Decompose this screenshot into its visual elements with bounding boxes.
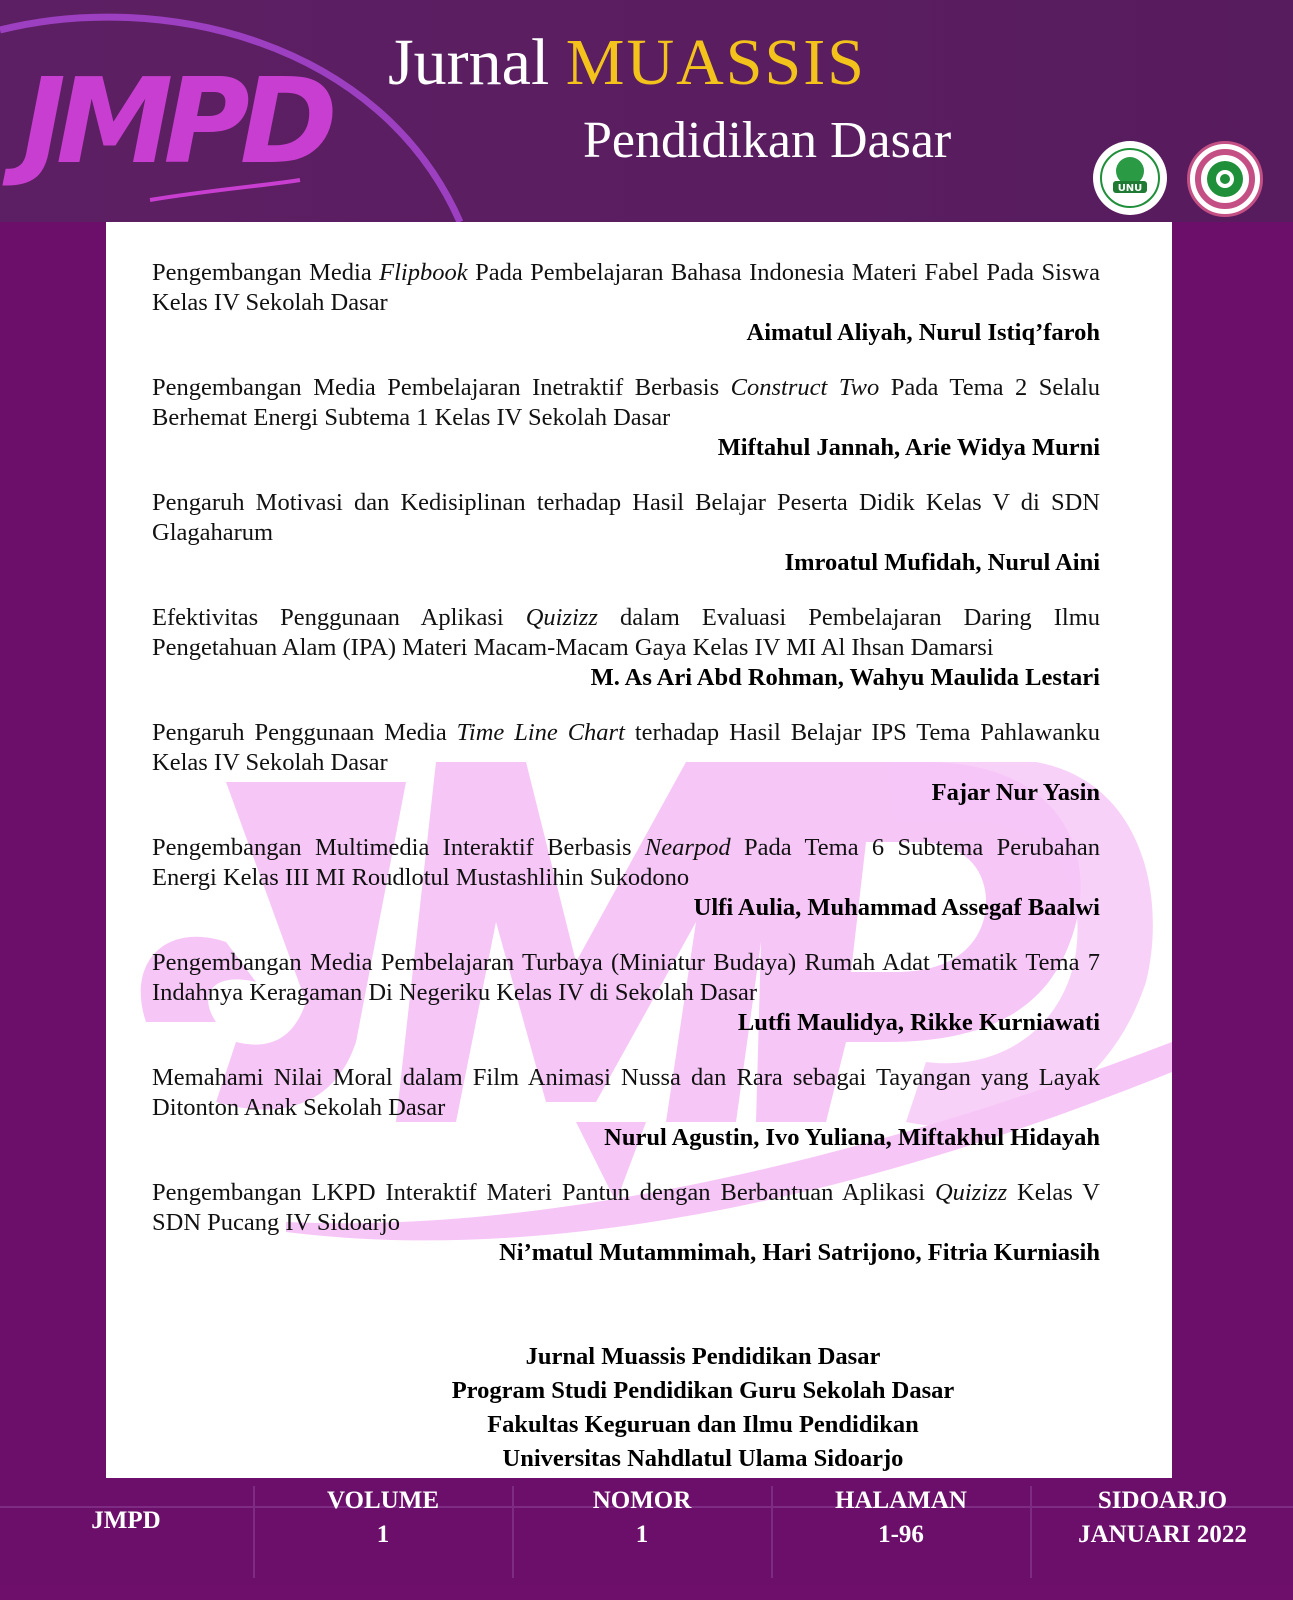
volume-label: VOLUME [327,1487,439,1514]
header-banner [0,0,1293,222]
article-title-text: Pengaruh Penggunaan Media [152,719,457,746]
article-list [152,258,1100,1293]
publisher-line: Universitas Nahdlatul Ulama Sidoarjo [502,1445,904,1472]
article-authors: Ulfi Aulia, Muhammad Assegaf Baalwi [693,894,1100,921]
article-title [152,718,1100,778]
article-authors: Nurul Agustin, Ivo Yuliana, Miftakhul Hidayah [604,1124,1100,1151]
article-authors: Aimatul Aliyah, Nurul Istiq’faroh [746,319,1100,346]
article-title-text: Pada Pembelajaran Bahasa Indonesia Materi Fabel Pada Siswa Kelas IV Sekolah Dasar [152,259,1100,316]
issue-info-bar [0,1478,1293,1585]
article-authors: Lutfi Maulidya, Rikke Kurniawati [737,1009,1100,1036]
article-title-italic: Flipbook [379,259,468,286]
article-title-text: Pada Tema 2 Selalu Berhemat Energi Subtema 1 Kelas IV Sekolah Dasar [152,374,1101,431]
unu-seal-icon [1093,141,1167,215]
article-title-text: Pengembangan Media Pembelajaran Turbaya (Miniatur Budaya) Rumah Adat Tematik Tema 7 Indahnya Keragaman Di Negeriku Kelas IV di Sekolah Dasar [152,949,1100,1006]
journal-title [388,26,866,99]
article-authors: Fajar Nur Yasin [931,779,1100,806]
publisher-line: Jurnal Muassis Pendidikan Dasar [525,1343,881,1370]
article-title-text: Memahami Nilai Moral dalam Film Animasi Nussa dan Rara sebagai Tayangan yang Layak Ditonton Anak Sekolah Dasar [152,1064,1100,1121]
number-cell [514,1484,770,1580]
article-title [152,1063,1100,1123]
number-label: NOMOR [592,1487,692,1514]
article-authors: M. As Ari Abd Rohman, Wahyu Maulida Lestari [590,664,1100,691]
seal-left-text: UNU [1117,183,1143,194]
article-entry [152,833,1100,923]
journal-logo: JMPD [22,52,328,190]
article-title-italic: Time Line Chart [456,719,625,746]
pages-cell [773,1484,1029,1580]
article-title-text: Pengembangan Media Pembelajaran Inetraktif Berbasis [152,374,731,401]
article-title-italic: Quizizz [525,604,598,631]
article-entry [152,1063,1100,1153]
article-title [152,258,1100,318]
pages-label: HALAMAN [835,1487,967,1514]
pgsd-seal-icon [1187,141,1263,217]
article-title-italic: Nearpod [644,834,731,861]
right-frame [1172,222,1293,1478]
article-title [152,488,1100,548]
article-title-text: Pengaruh Motivasi dan Kedisiplinan terhadap Hasil Belajar Peserta Didik Kelas V di SDN Glagaharum [152,489,1100,546]
article-title [152,1178,1100,1238]
title-accent: MUASSIS [565,26,866,99]
left-frame [0,222,106,1478]
article-title-italic: Construct Two [730,374,880,401]
article-authors: Imroatul Mufidah, Nurul Aini [784,549,1100,576]
journal-subtitle: Pendidikan Dasar [583,112,952,169]
article-title [152,948,1100,1008]
journal-abbrev: JMPD [91,1507,161,1534]
article-title-italic: Quizizz [934,1179,1008,1206]
publisher-info [106,1340,1172,1476]
place-date-cell [1032,1484,1293,1580]
article-entry [152,258,1100,348]
article-title-text: Efektivitas Penggunaan Aplikasi [152,604,526,631]
article-title [152,373,1100,433]
publisher-line: Fakultas Keguruan dan Ilmu Pendidikan [487,1411,919,1438]
article-title-text: Pengembangan Media [152,259,380,286]
publisher-line: Program Studi Pendidikan Guru Sekolah Dasar [451,1377,955,1404]
article-title-text: dalam Evaluasi Pembelajaran Daring Ilmu Pengetahuan Alam (IPA) Materi Macam-Macam Gaya Kelas IV MI Al Ihsan Damarsi [152,604,1101,661]
article-entry [152,1178,1100,1268]
place-label: SIDOARJO [1097,1487,1228,1514]
article-authors: Ni’matul Mutammimah, Hari Satrijono, Fitria Kurniasih [499,1239,1100,1266]
title-prefix: Jurnal [388,26,550,99]
article-authors: Miftahul Jannah, Arie Widya Murni [717,434,1100,461]
contents-page [106,222,1172,1478]
date-value: JANUARI 2022 [1078,1521,1247,1548]
article-entry [152,948,1100,1038]
article-title [152,833,1100,893]
article-title [152,603,1100,663]
article-title-text: Pengembangan Multimedia Interaktif Berbasis [152,834,645,861]
article-entry [152,373,1100,463]
article-entry [152,488,1100,578]
article-entry [152,718,1100,808]
article-title-text: Pada Tema 6 Subtema Perubahan Energi Kelas III MI Roudlotul Mustashlihin Sukodono [152,834,1100,891]
article-title-text: Kelas V SDN Pucang IV Sidoarjo [152,1179,1100,1236]
volume-value: 1 [376,1521,390,1548]
number-value: 1 [635,1521,649,1548]
article-title-text: terhadap Hasil Belajar IPS Tema Pahlawanku Kelas IV Sekolah Dasar [152,719,1100,776]
article-title-text: Pengembangan LKPD Interaktif Materi Pantun dengan Berbantuan Aplikasi [152,1179,935,1206]
pages-value: 1-96 [878,1521,924,1548]
volume-cell [255,1484,511,1580]
article-entry [152,603,1100,693]
